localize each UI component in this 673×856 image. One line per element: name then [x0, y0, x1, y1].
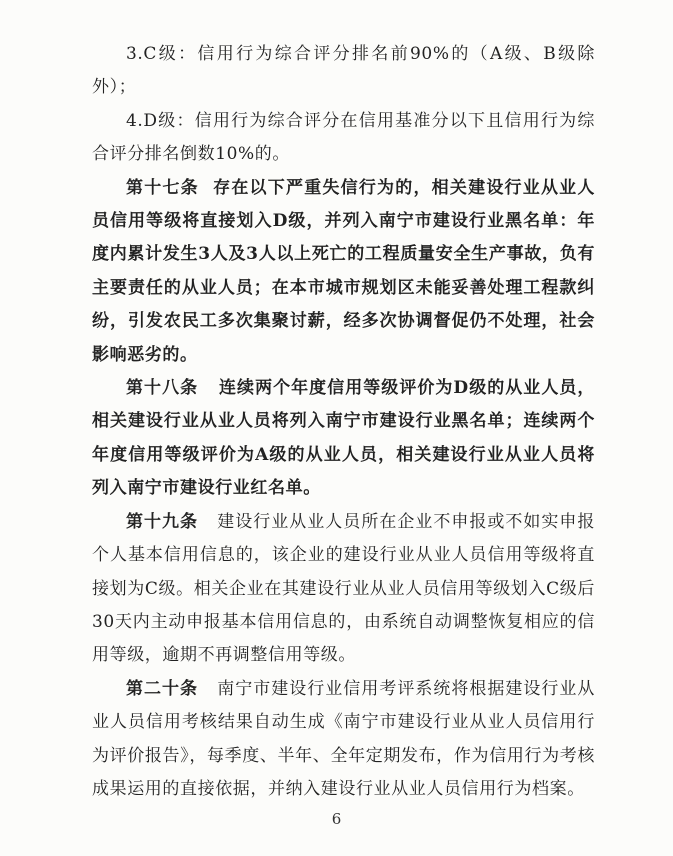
article-text: 存在以下严重失信行为的，相关建设行业从业人员信用等级将直接划入D级，并列入南宁市建设行业黑名单：年度内累计发生3人及3人以上死亡的工程质量安全生产事故，负有主要责任的从业人员；在本市城市规划区未能妥善处理工程款纠纷，引发农民工多次集聚讨薪，经多次协调督促仍不处理，社会影响恶劣的。 — [92, 177, 595, 365]
paragraph-grade-c — [92, 38, 595, 105]
article-19 — [92, 506, 595, 673]
page-number: 6 — [331, 810, 342, 828]
article-number: 第十九条 — [126, 511, 199, 532]
article-number: 第十八条 — [126, 378, 199, 399]
article-20 — [92, 673, 595, 807]
paragraph-text: 4.D级：信用行为综合评分在信用基准分以下且信用行为综合评分排名倒数10%的。 — [92, 110, 595, 165]
article-number: 第十七条 — [126, 177, 199, 198]
article-text: 建设行业从业人员所在企业不申报或不如实申报个人基本信用信息的，该企业的建设行业从业人员信用等级将直接划为C级。相关企业在其建设行业从业人员信用等级划入C级后30天内主动申报基本信用信息的，由系统自动调整恢复相应的信用等级，逾期不再调整信用等级。 — [92, 511, 595, 666]
paragraph-text: 3.C级：信用行为综合评分排名前90%的（A级、B级除外）； — [92, 44, 595, 98]
article-text: 南宁市建设行业信用考评系统将根据建设行业从业人员信用考核结果自动生成《南宁市建设行业从业人员信用行为评价报告》，每季度、半年、全年定期发布，作为信用行为考核成果运用的直接依据，并纳入建设行业从业人员信用行为档案。 — [92, 678, 595, 799]
article-17 — [92, 172, 595, 372]
paragraph-grade-d — [92, 105, 595, 172]
article-text: 连续两个年度信用等级评价为D级的从业人员，相关建设行业从业人员将列入南宁市建设行业黑名单；连续两个年度信用等级评价为A级的从业人员，相关建设行业从业人员将列入南宁市建设行业红名单。 — [92, 378, 595, 499]
article-number: 第二十条 — [126, 678, 199, 699]
article-18 — [92, 372, 595, 506]
